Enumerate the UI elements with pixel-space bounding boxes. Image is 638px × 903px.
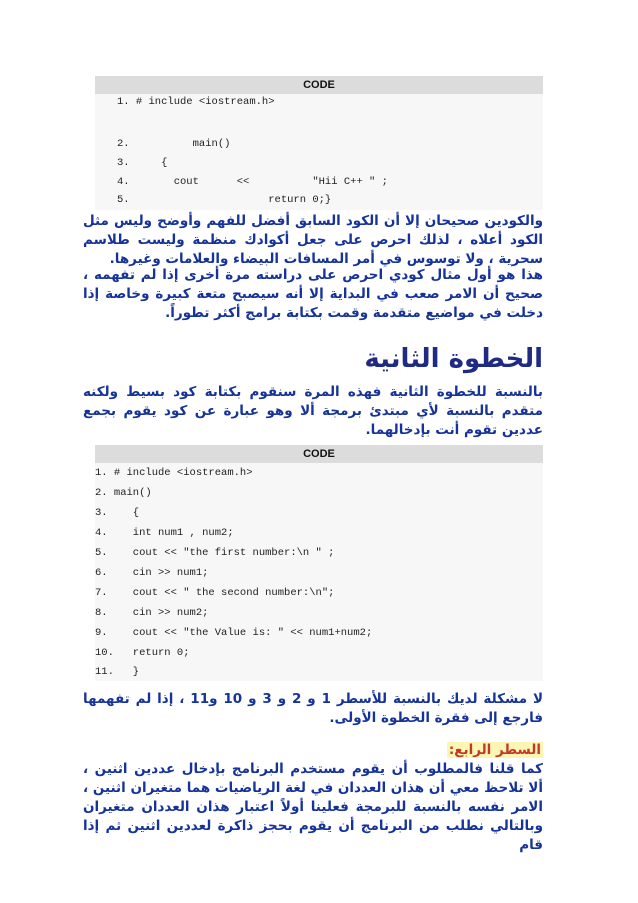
paragraph: [83, 266, 543, 323]
code-line: 11. }: [95, 666, 140, 678]
paragraph: [83, 760, 543, 855]
code-line: 2. main(): [117, 138, 231, 150]
paragraph-text: هذا هو أول مثال كودي احرص على دراسته مرة أخرى إذا لم تفهمه ، صحيح أن الامر صعب في البداية إلا أنه سيصبح متعة كبيرة وخاصة إذا دخلت في مواضيع متقدمة وقمت بكتابة برامج أكثر تطوراً.: [83, 267, 543, 321]
code-line: 3. {: [117, 157, 168, 169]
code-block-2: [95, 445, 543, 681]
code-line: 1. # include <iostream.h>: [95, 467, 253, 479]
code-header: CODE: [95, 76, 543, 94]
paragraph: [83, 690, 543, 728]
code-line: 4. cout << "Hii C++ " ;: [117, 176, 388, 188]
paragraph-text: كما قلنا فالمطلوب أن يقوم مستخدم البرنامج بإدخال عددين اثنين ، ألا تلاحظ معي أن هذان العددان في لغة الرياضيات هما متغيران اثنين ، الامر نفسه بالنسبة للبرمجة فعلينا أولاً اعتبار هذان العددان متغيران وبالتالي نطلب من البرنامج أن يقوم بحجز ذاكرة لعددين اثنين ثم إذا قام: [83, 761, 543, 853]
paragraph-text: لا مشكلة لديك بالنسبة للأسطر 1 و 2 و 3 و 10 و11 ، إذا لم تفهمها فارجع إلى فقرة الخطوة الأولى.: [83, 691, 544, 726]
code-line: 6. cin >> num1;: [95, 567, 209, 579]
code-line: 4. int num1 , num2;: [95, 527, 234, 539]
paragraph-text: والكودين صحيحان إلا أن الكود السابق أفضل للفهم وأوضح وليس مثل الكود أعلاه ، لذلك احرص على جعل أكوادك منظمة وليست طلاسم سحرية ، ولا توسوس في أمر المسافات البيضاء والعلامات وغيرها.: [83, 213, 543, 267]
code-line: 2. main(): [95, 487, 152, 499]
code-header: CODE: [95, 445, 543, 463]
sub-heading: السطر الرابع:: [448, 742, 541, 758]
paragraph: [83, 212, 543, 269]
code-line: 3. {: [95, 507, 140, 519]
code-line: 9. cout << "the Value is: " << num1+num2;: [95, 627, 373, 639]
code-block-1: [95, 76, 543, 210]
paragraph: [83, 383, 543, 440]
paragraph-text: بالنسبة للخطوة الثانية فهذه المرة سنقوم بكتابة كود بسيط ولكنه متقدم بالنسبة لأي مبتدئ برمجة ألا وهو عبارة عن كود يقوم بجمع عددين تقوم أنت بإدخالهما.: [83, 384, 543, 438]
code-line: 1. # include <iostream.h>: [117, 96, 275, 108]
code-line: 5. return 0;}: [117, 194, 332, 206]
section-heading: الخطوة الثانية: [364, 344, 543, 374]
code-line: 5. cout << "the first number:\n " ;: [95, 547, 335, 559]
code-line: 7. cout << " the second number:\n";: [95, 587, 335, 599]
code-line: 8. cin >> num2;: [95, 607, 209, 619]
code-line: 10. return 0;: [95, 647, 190, 659]
